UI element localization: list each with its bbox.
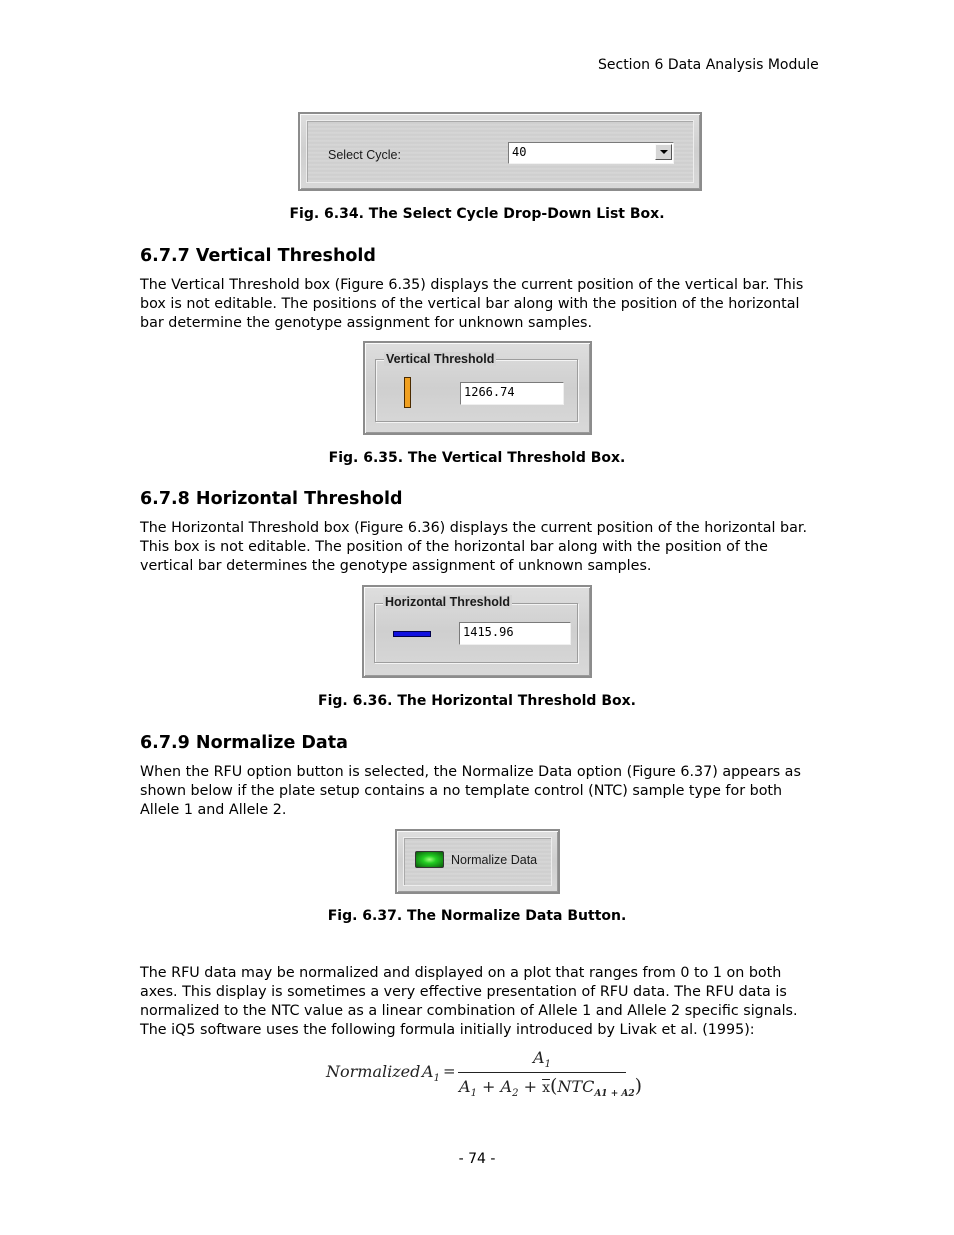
normalization-formula — [326, 1048, 643, 1100]
formula-lhs-var: $A_1$ — [422, 1062, 440, 1085]
fig-635-caption: Fig. 6.35. The Vertical Threshold Box. — [328, 450, 626, 466]
horizontal-threshold-panel — [362, 585, 592, 678]
select-cycle-panel — [298, 112, 702, 191]
horizontal-threshold-bar-icon — [393, 631, 431, 637]
fig-637-caption: Fig. 6.37. The Normalize Data Button. — [327, 908, 627, 924]
fig-636-caption: Fig. 6.36. The Horizontal Threshold Box. — [318, 693, 636, 709]
normalize-data-label: Normalize Data — [451, 853, 538, 867]
formula-numerator: $A_1$ — [533, 1048, 551, 1071]
paragraph-normalize-data: When the RFU option button is selected, the Normalize Data option (Figure 6.37) appears as shown below if the plate setup contains a no template control (NTC) sample type for both Allele 1 and Allele 2. — [140, 764, 801, 818]
normalize-data-button[interactable] — [413, 849, 544, 873]
heading-vertical-threshold: 6.7.7 Vertical Threshold — [140, 246, 376, 266]
heading-normalize-data: 6.7.9 Normalize Data — [140, 733, 348, 753]
horizontal-threshold-input[interactable]: 1415.96 — [459, 622, 571, 645]
select-cycle-value: 40 — [512, 145, 527, 159]
paragraph-vertical-threshold: The Vertical Threshold box (Figure 6.35) displays the current position of the vertical bar. This box is not editable. The positions of the vertical bar along with the position of the horizontal bar determine the genotype assignment for unknown samples. — [140, 277, 804, 331]
normalize-data-panel — [395, 829, 560, 894]
select-cycle-label: Select Cycle: — [328, 148, 401, 162]
horizontal-threshold-legend: Horizontal Threshold — [385, 595, 510, 609]
select-cycle-dropdown[interactable] — [508, 142, 674, 164]
formula-denominator: $A_1 + A_2 + \overline{x}(NTC_{A1 + A2})$ — [459, 1075, 643, 1100]
vertical-threshold-bar-icon — [404, 377, 411, 408]
paragraph-rfu-normalization: The RFU data may be normalized and displayed on a plot that ranges from 0 to 1 on both axes. This display is sometimes a very effective presentation of RFU data. The RFU data is normalized to the NTC value as a linear combination of Allele 1 and Allele 2 specific signals. The iQ5 software uses the following formula initially introduced by Livak et al. (1995): — [140, 965, 798, 1038]
green-led-icon — [415, 851, 444, 868]
formula-lhs-label: Normalized — [326, 1062, 421, 1081]
chevron-down-icon — [660, 150, 668, 154]
vertical-threshold-input[interactable]: 1266.74 — [460, 382, 564, 405]
formula-equals: = — [443, 1062, 456, 1080]
vertical-threshold-panel — [363, 341, 592, 435]
dropdown-arrow-button[interactable] — [655, 144, 672, 160]
formula-fraction-line — [458, 1072, 626, 1073]
page-number: - 74 - — [458, 1151, 496, 1167]
vertical-threshold-legend: Vertical Threshold — [386, 352, 495, 366]
heading-horizontal-threshold: 6.7.8 Horizontal Threshold — [140, 489, 403, 509]
paragraph-horizontal-threshold: The Horizontal Threshold box (Figure 6.36) displays the current position of the horizontal bar. This box is not editable. The position of the horizontal bar along with the position of the vertical bar determines the genotype assignment of unknown samples. — [140, 520, 807, 574]
fig-634-caption: Fig. 6.34. The Select Cycle Drop-Down List Box. — [289, 206, 665, 222]
section-header: Section 6 Data Analysis Module — [598, 57, 819, 73]
